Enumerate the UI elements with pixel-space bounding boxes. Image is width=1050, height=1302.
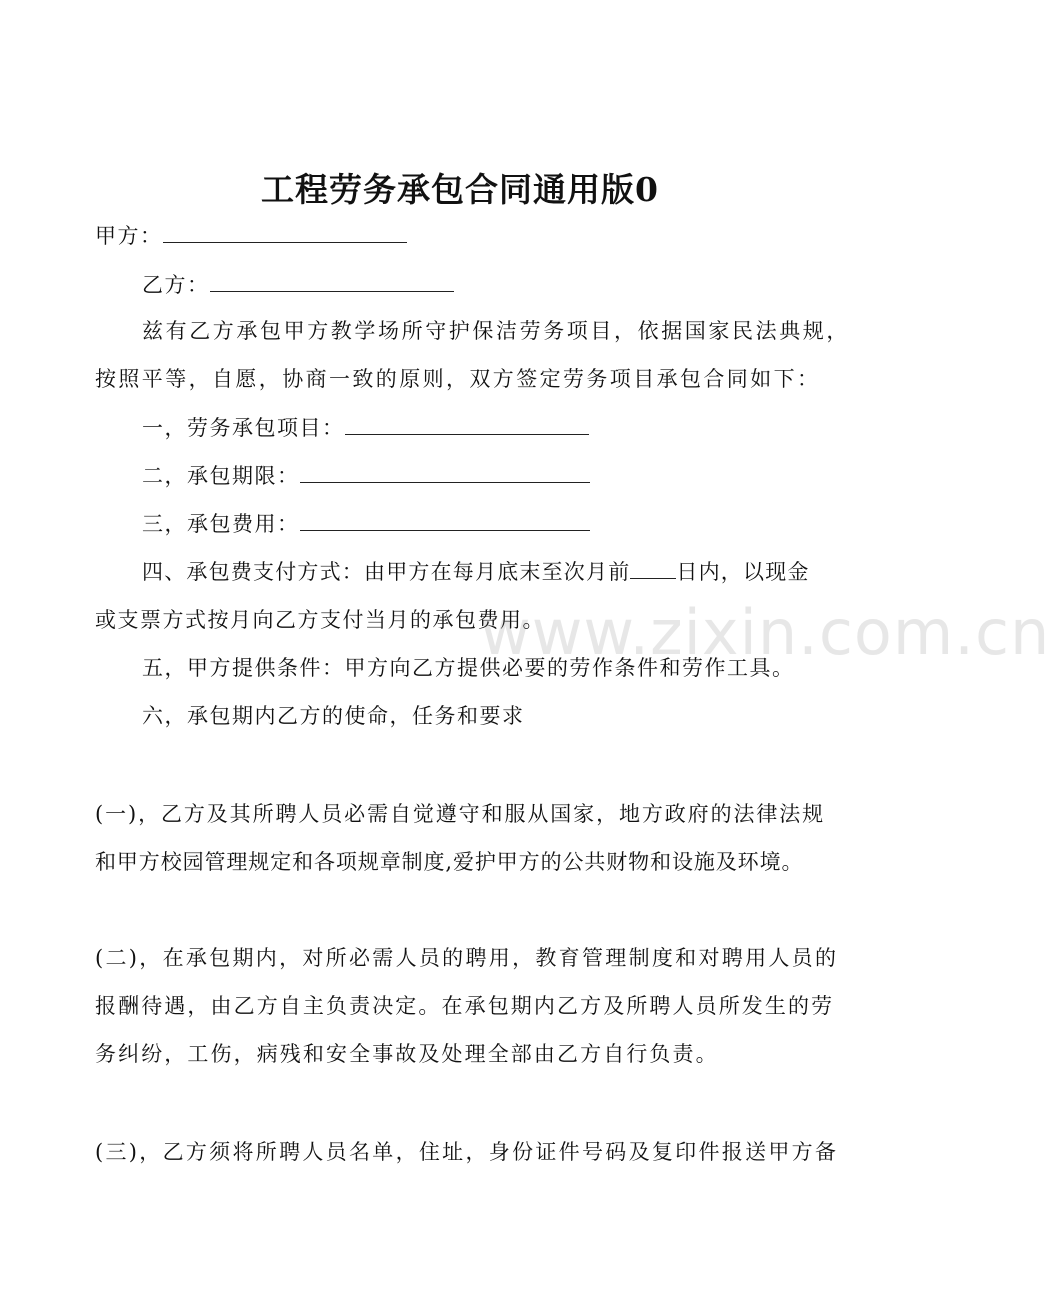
party-b-blank (210, 271, 454, 292)
sub-1-line-2: 和甲方校园管理规定和各项规章制度,爱护甲方的公共财物和设施及环境。 (95, 850, 804, 874)
item-1-label: 一，劳务承包项目： (142, 416, 345, 440)
document-title: 工程劳务承包合同通用版0 (261, 170, 659, 209)
sub-2-line-2: 报酬待遇，由乙方自主负责决定。在承包期内乙方及所聘人员所发生的劳 (95, 994, 835, 1018)
item-4-text-a: 四、承包费支付方式：由甲方在每月底末至次月前 (142, 560, 631, 584)
item-1-blank (345, 414, 589, 435)
item-3-label: 三，承包费用： (142, 512, 300, 536)
item-3-blank (300, 510, 590, 531)
item-2-label: 二，承包期限： (142, 464, 300, 488)
sub-3-line-1: (三)，乙方须将所聘人员名单，住址，身份证件号码及复印件报送甲方备 (95, 1140, 839, 1164)
sub-2-line-1: (二)，在承包期内，对所必需人员的聘用，教育管理制度和对聘用人员的 (95, 946, 839, 970)
watermark: www.zixin.com.cn (480, 596, 1050, 669)
item-4-line-2: 或支票方式按月向乙方支付当月的承包费用。 (95, 608, 545, 632)
sub-1-line-1: (一)，乙方及其所聘人员必需自觉遵守和服从国家，地方政府的法律法规 (95, 802, 826, 826)
item-2-blank (300, 462, 590, 483)
item-6-line: 六，承包期内乙方的使命，任务和要求 (142, 704, 525, 728)
party-a-blank (163, 222, 407, 243)
party-a-label: 甲方： (95, 224, 163, 248)
party-a-line (95, 222, 407, 250)
party-b-line (142, 271, 454, 299)
sub-2-line-3: 务纠纷，工伤，病残和安全事故及处理全部由乙方自行负责。 (95, 1042, 719, 1066)
item-4-blank (630, 558, 676, 579)
item-4-line-1 (142, 558, 810, 586)
item-2-line (142, 462, 590, 490)
item-4-text-b: 日内，以现金 (676, 560, 810, 584)
item-3-line (142, 510, 590, 538)
party-b-label: 乙方： (142, 273, 210, 297)
item-5-line: 五，甲方提供条件：甲方向乙方提供必要的劳作条件和劳作工具。 (142, 656, 795, 680)
intro-line-1: 兹有乙方承包甲方教学场所守护保洁劳务项目，依据国家民法典规， (142, 319, 850, 343)
intro-line-2: 按照平等，自愿，协商一致的原则，双方签定劳务项目承包合同如下： (95, 367, 821, 391)
item-1-line (142, 414, 589, 442)
